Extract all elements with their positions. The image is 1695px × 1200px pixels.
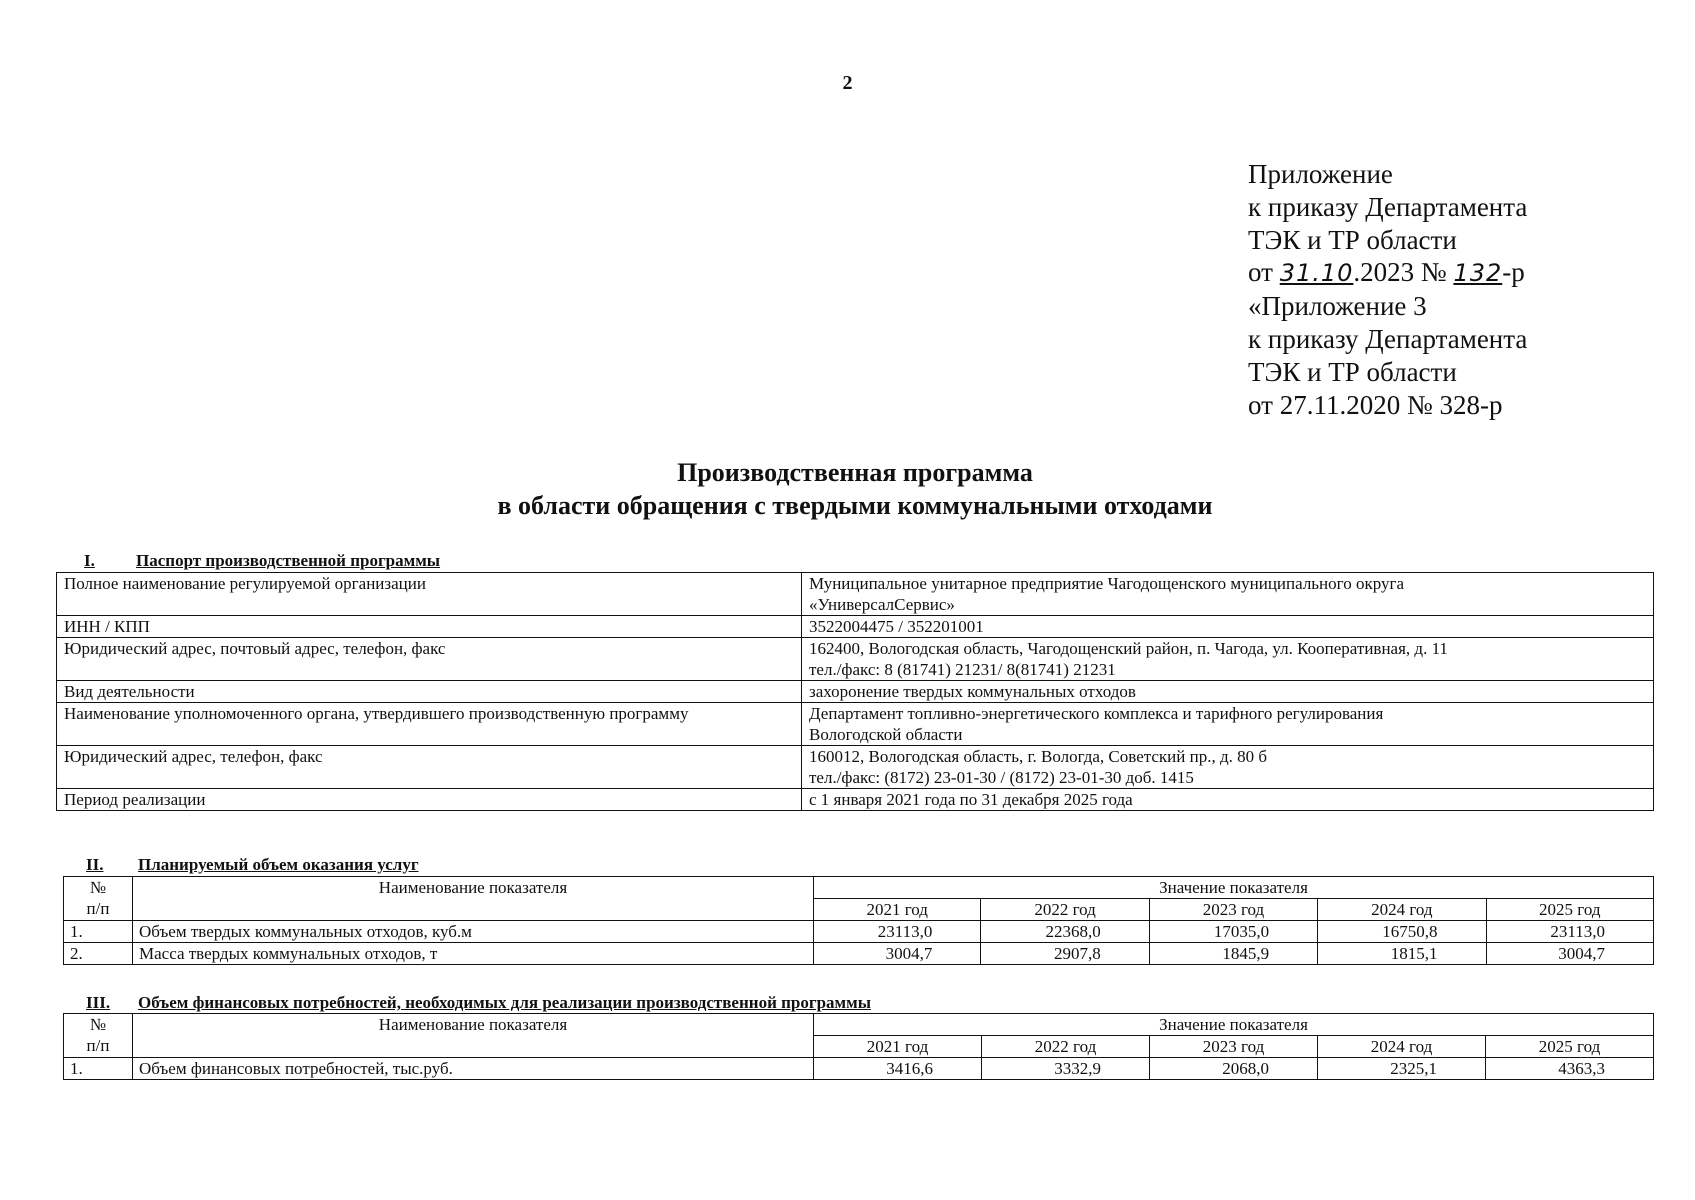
row-number: 1. (64, 1058, 133, 1080)
header-num-2: п/п (86, 899, 110, 918)
volume-table (63, 876, 1654, 965)
section-3-heading (86, 993, 871, 1013)
passport-value-line: 160012, Вологодская область, г. Вологда, Советский пр., д. 80 б (809, 747, 1268, 766)
section-number: III. (86, 993, 111, 1012)
passport-value (802, 638, 1654, 681)
section-title: Паспорт производственной программы (136, 551, 441, 570)
order-mid: .2023 № (1353, 257, 1454, 288)
appendix-line: от 27.11.2020 № 328-р (1248, 389, 1503, 420)
indicator-value: 4363,3 (1486, 1058, 1654, 1080)
indicator-value: 2907,8 (981, 943, 1149, 965)
data-row (64, 943, 1654, 965)
indicator-value: 23113,0 (1486, 921, 1653, 943)
passport-label: Полное наименование регулируемой организации (57, 573, 802, 616)
handwritten-date: 31.10 (1279, 259, 1354, 288)
header-num: № (89, 1015, 107, 1034)
passport-row (57, 681, 1654, 703)
handwritten-number: 132 (1453, 259, 1503, 288)
data-row (64, 921, 1654, 943)
passport-value (802, 681, 1654, 703)
section-title: Планируемый объем оказания услуг (138, 855, 419, 874)
passport-row (57, 789, 1654, 811)
section-number: II. (86, 855, 104, 874)
indicator-value: 16750,8 (1318, 921, 1486, 943)
indicator-value: 2325,1 (1318, 1058, 1486, 1080)
passport-value-line: «УниверсалСервис» (809, 595, 955, 614)
passport-value-line: Муниципальное унитарное предприятие Чагодощенского муниципального округа (809, 574, 1404, 593)
document-title (0, 456, 1695, 522)
indicator-value: 23113,0 (814, 921, 981, 943)
appendix-line: Приложение (1248, 159, 1393, 189)
passport-label: Вид деятельности (57, 681, 802, 703)
header-row (64, 877, 1654, 899)
passport-value-line: Департамент топливно-энергетического комплекса и тарифного регулирования (809, 704, 1384, 723)
indicator-value: 2068,0 (1150, 1058, 1318, 1080)
header-cell (64, 877, 133, 921)
passport-value (802, 616, 1654, 638)
indicator-value: 3416,6 (814, 1058, 982, 1080)
year-header: 2022 год (982, 1036, 1150, 1058)
appendix-order-date-line (1248, 256, 1527, 290)
passport-label: ИНН / КПП (57, 616, 802, 638)
appendix-line: к приказу Департамента (1248, 191, 1528, 222)
indicator-name: Объем твердых коммунальных отходов, куб.м (133, 921, 814, 943)
header-cell (64, 1014, 133, 1058)
passport-row (57, 638, 1654, 681)
header-cell: Наименование показателя (133, 877, 814, 921)
passport-row (57, 703, 1654, 746)
header-num: № (89, 878, 107, 897)
year-header: 2022 год (981, 899, 1149, 921)
passport-label: Юридический адрес, телефон, факс (57, 746, 802, 789)
appendix-line: к приказу Департамента (1248, 323, 1528, 354)
finance-table (63, 1013, 1654, 1080)
year-header: 2024 год (1318, 899, 1486, 921)
indicator-name: Масса твердых коммунальных отходов, т (133, 943, 814, 965)
appendix-block (1248, 158, 1527, 421)
year-header: 2024 год (1318, 1036, 1486, 1058)
title-line-1: Производственная программа (677, 458, 1033, 487)
appendix-line: ТЭК и ТР области (1248, 224, 1457, 255)
year-header: 2025 год (1486, 1036, 1654, 1058)
section-1-heading (84, 551, 440, 571)
header-row (64, 1014, 1654, 1036)
passport-row (57, 746, 1654, 789)
passport-label: Наименование уполномоченного органа, утвердившего производственную программу (57, 703, 802, 746)
passport-value-line: тел./факс: 8 (81741) 21231/ 8(81741) 21231 (809, 660, 1116, 679)
section-title: Объем финансовых потребностей, необходимых для реализации производственной программы (138, 993, 871, 1012)
data-row (64, 1058, 1654, 1080)
passport-label: Период реализации (57, 789, 802, 811)
passport-value-line: с 1 января 2021 года по 31 декабря 2025 года (809, 790, 1133, 809)
year-header: 2025 год (1486, 899, 1653, 921)
title-line-2: в области обращения с твердыми коммунальными отходами (497, 491, 1213, 520)
row-number: 2. (64, 943, 133, 965)
passport-value-line: 162400, Вологодская область, Чагодощенский район, п. Чагода, ул. Кооперативная, д. 11 (809, 639, 1448, 658)
indicator-value: 1815,1 (1318, 943, 1486, 965)
indicator-name: Объем финансовых потребностей, тыс.руб. (133, 1058, 814, 1080)
section-2-heading (86, 855, 419, 875)
passport-value-line: захоронение твердых коммунальных отходов (809, 682, 1136, 701)
passport-row (57, 573, 1654, 616)
passport-value (802, 573, 1654, 616)
passport-value-line: Вологодской области (809, 725, 963, 744)
indicator-value: 1845,9 (1149, 943, 1317, 965)
header-cell: Значение показателя (814, 877, 1654, 899)
passport-value (802, 789, 1654, 811)
year-header: 2023 год (1150, 1036, 1318, 1058)
passport-table (56, 572, 1654, 811)
passport-value-line: 3522004475 / 352201001 (809, 617, 984, 636)
header-num-2: п/п (86, 1036, 110, 1055)
indicator-value: 22368,0 (981, 921, 1149, 943)
header-cell: Значение показателя (814, 1014, 1654, 1036)
passport-label: Юридический адрес, почтовый адрес, телефон, факс (57, 638, 802, 681)
row-number: 1. (64, 921, 133, 943)
passport-value (802, 703, 1654, 746)
appendix-line: «Приложение 3 (1248, 291, 1427, 322)
passport-value (802, 746, 1654, 789)
order-suffix: -р (1502, 257, 1525, 288)
order-prefix: от (1248, 257, 1280, 288)
year-header: 2021 год (814, 899, 981, 921)
indicator-value: 3332,9 (982, 1058, 1150, 1080)
indicator-value: 3004,7 (814, 943, 981, 965)
section-number: I. (84, 551, 95, 570)
indicator-value: 17035,0 (1149, 921, 1317, 943)
appendix-line: ТЭК и ТР области (1248, 356, 1457, 387)
passport-value-line: тел./факс: (8172) 23-01-30 / (8172) 23-01-30 доб. 1415 (809, 768, 1194, 787)
year-header: 2023 год (1149, 899, 1317, 921)
indicator-value: 3004,7 (1486, 943, 1653, 965)
header-cell: Наименование показателя (133, 1014, 814, 1058)
page-number: 2 (842, 72, 853, 94)
passport-row (57, 616, 1654, 638)
year-header: 2021 год (814, 1036, 982, 1058)
